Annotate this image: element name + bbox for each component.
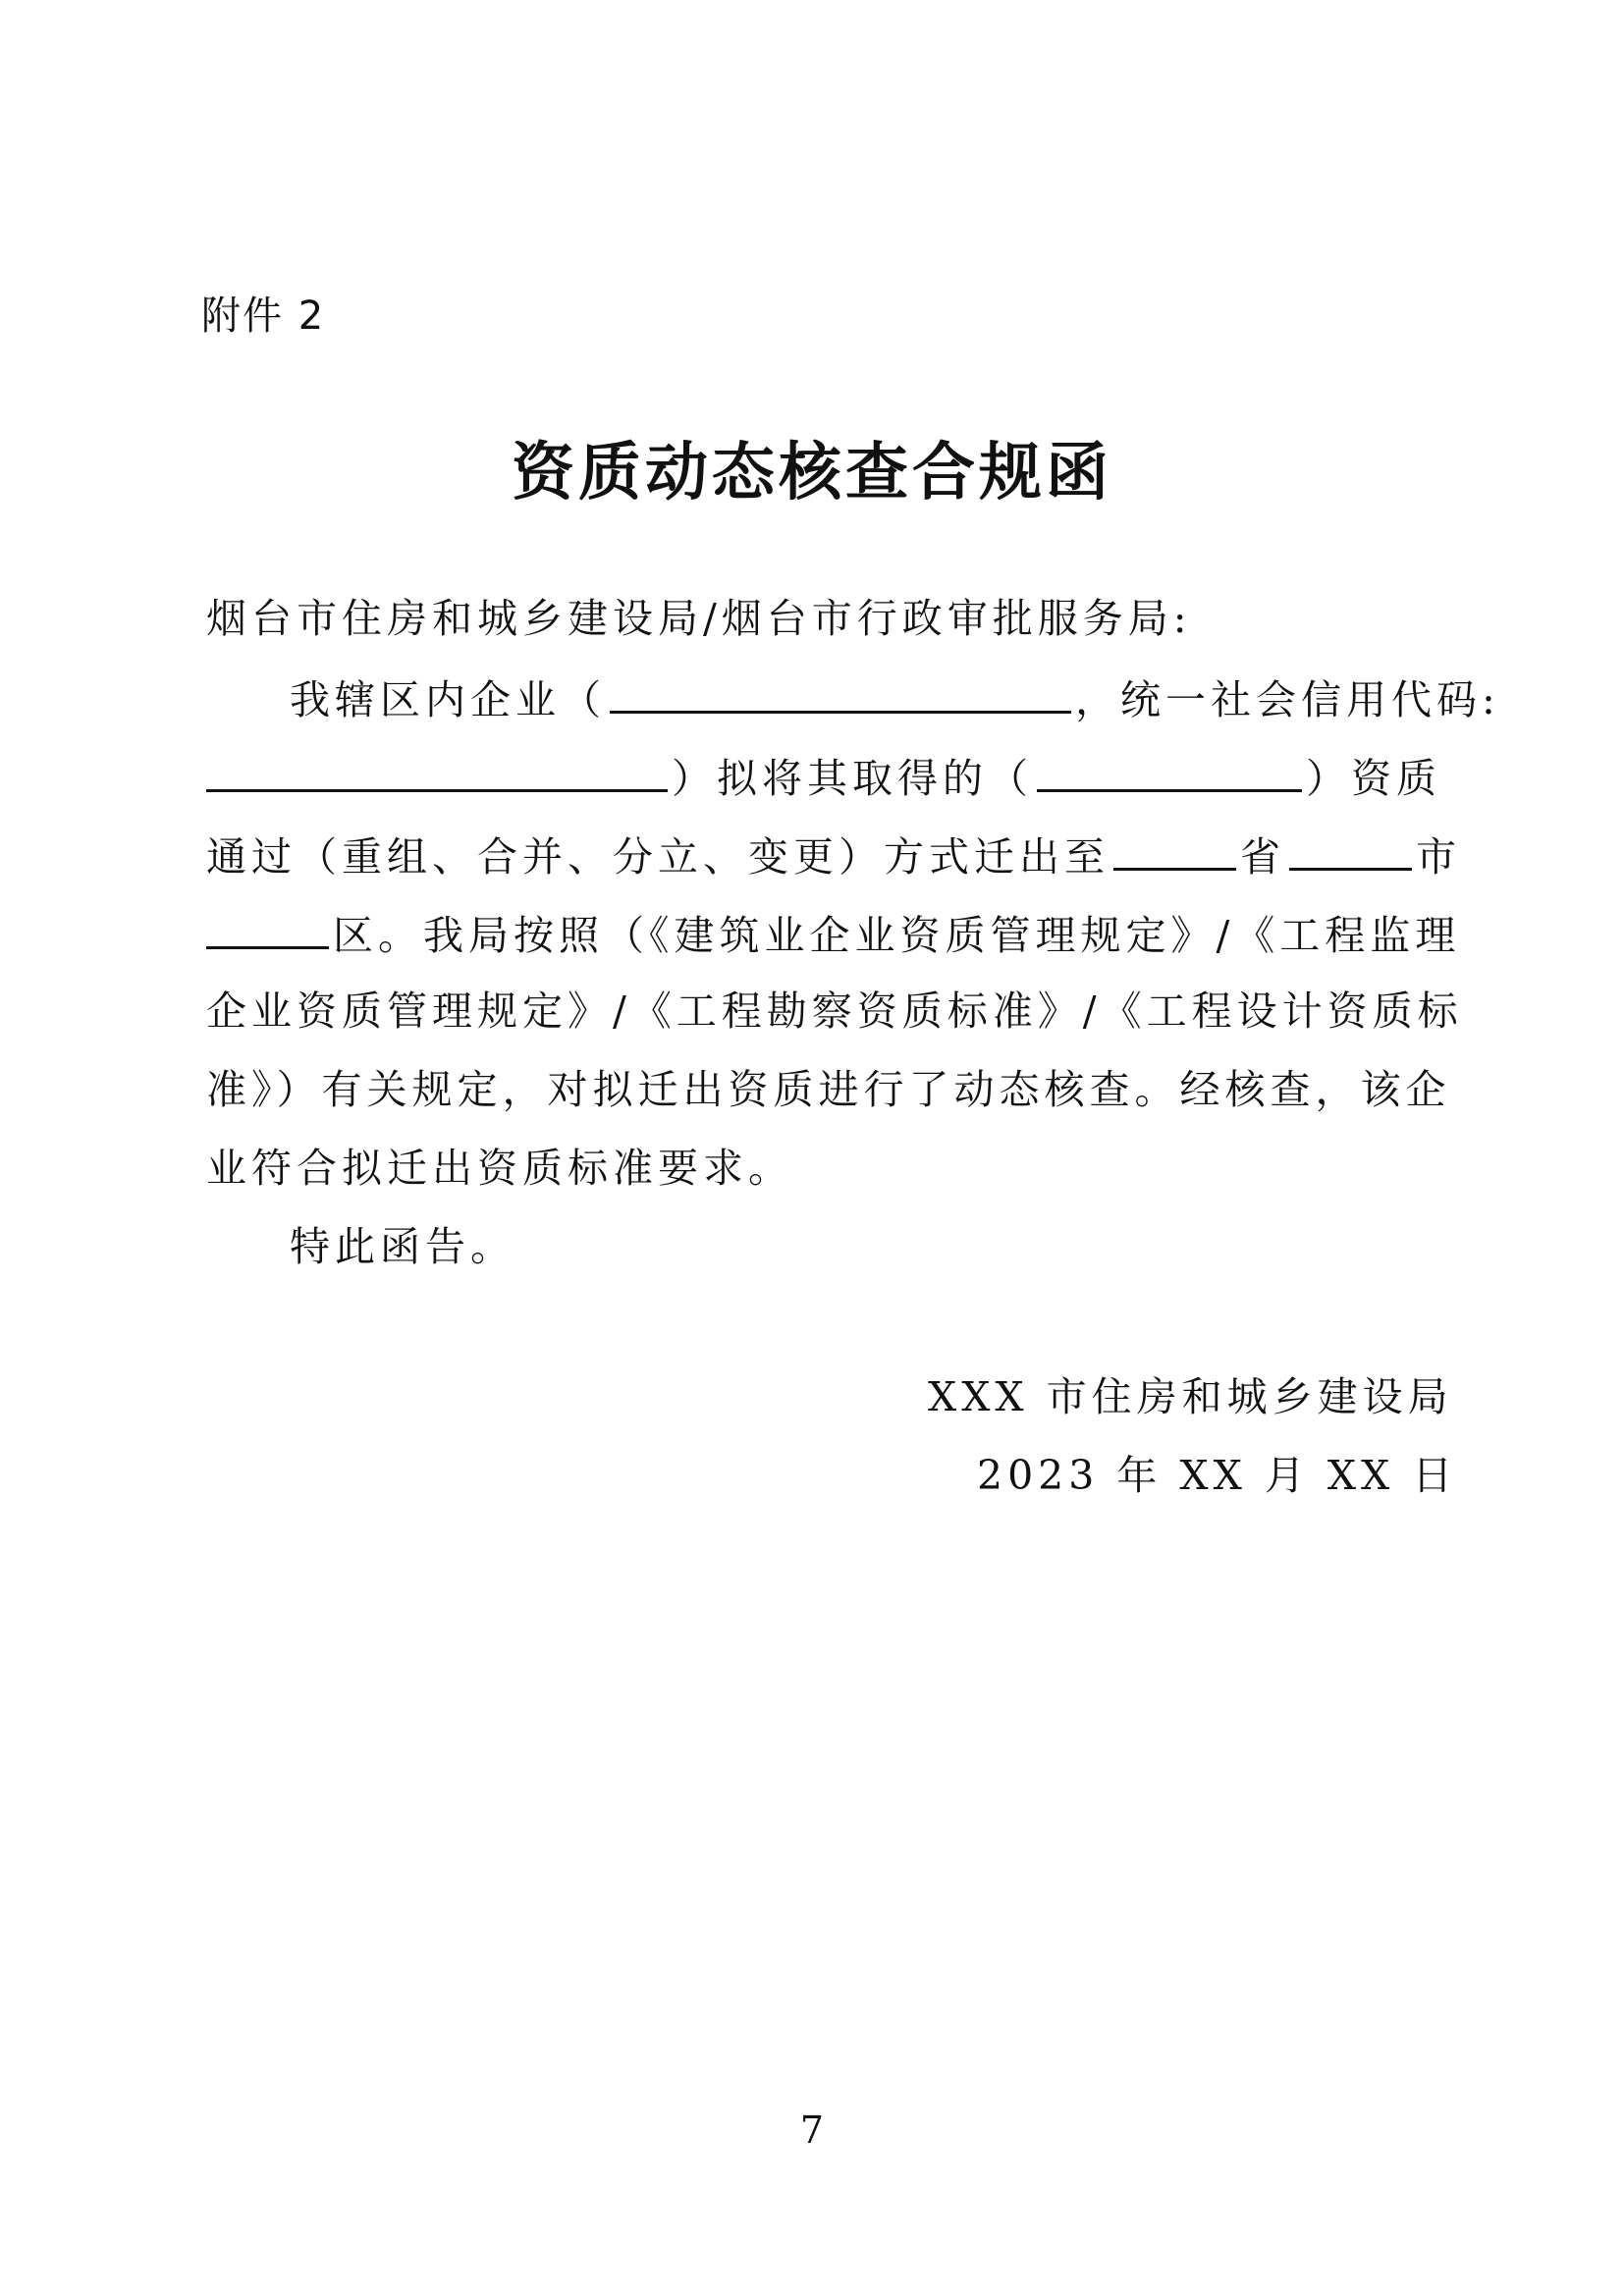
district-blank: [206, 903, 329, 949]
city-label: 市: [1416, 833, 1461, 881]
qualification-blank: [1037, 746, 1302, 792]
paragraph-text: 通过（重组、合并、分立、变更）方式迁出至: [206, 833, 1110, 881]
paragraph-line-4: [206, 903, 1460, 962]
province-blank: [1113, 825, 1236, 871]
paragraph-line-3: [206, 825, 1461, 883]
page-number: 7: [799, 2109, 825, 2152]
paragraph-line-2: [206, 746, 1441, 805]
document-title: 资质动态核查合规函: [512, 436, 1112, 509]
paragraph-line-1: [290, 667, 1500, 726]
attachment-label: 附件 2: [201, 294, 326, 339]
city-blank: [1289, 825, 1412, 871]
closing-line: 特此函告。: [290, 1223, 515, 1270]
paragraph-line-6: 准》）有关规定，对拟迁出资质进行了动态核查。经核查，该企: [206, 1066, 1451, 1113]
company-name-blank: [610, 667, 1071, 714]
signature-org: XXX 市住房和城乡建设局: [928, 1373, 1453, 1420]
signature-date: 2023 年 XX 月 XX 日: [977, 1452, 1458, 1499]
paragraph-line-7: 业符合拟迁出资质标准要求。: [206, 1145, 793, 1192]
paragraph-text: ，统一社会信用代码:: [1075, 676, 1500, 723]
paragraph-text: ）资质: [1306, 755, 1441, 802]
recipient-line: 烟台市住房和城乡建设局/烟台市行政审批服务局:: [206, 595, 1192, 642]
credit-code-blank: [206, 746, 668, 792]
paragraph-text: ）拟将其取得的（: [672, 755, 1033, 802]
paragraph-text: 我辖区内企业（: [290, 676, 606, 723]
paragraph-line-5: 企业资质管理规定》/《工程勘察资质标准》/《工程设计资质标: [206, 988, 1463, 1035]
province-label: 省: [1240, 833, 1285, 881]
paragraph-text: 区。我局按照（《建筑业企业资质管理规定》/《工程监理: [333, 912, 1461, 959]
